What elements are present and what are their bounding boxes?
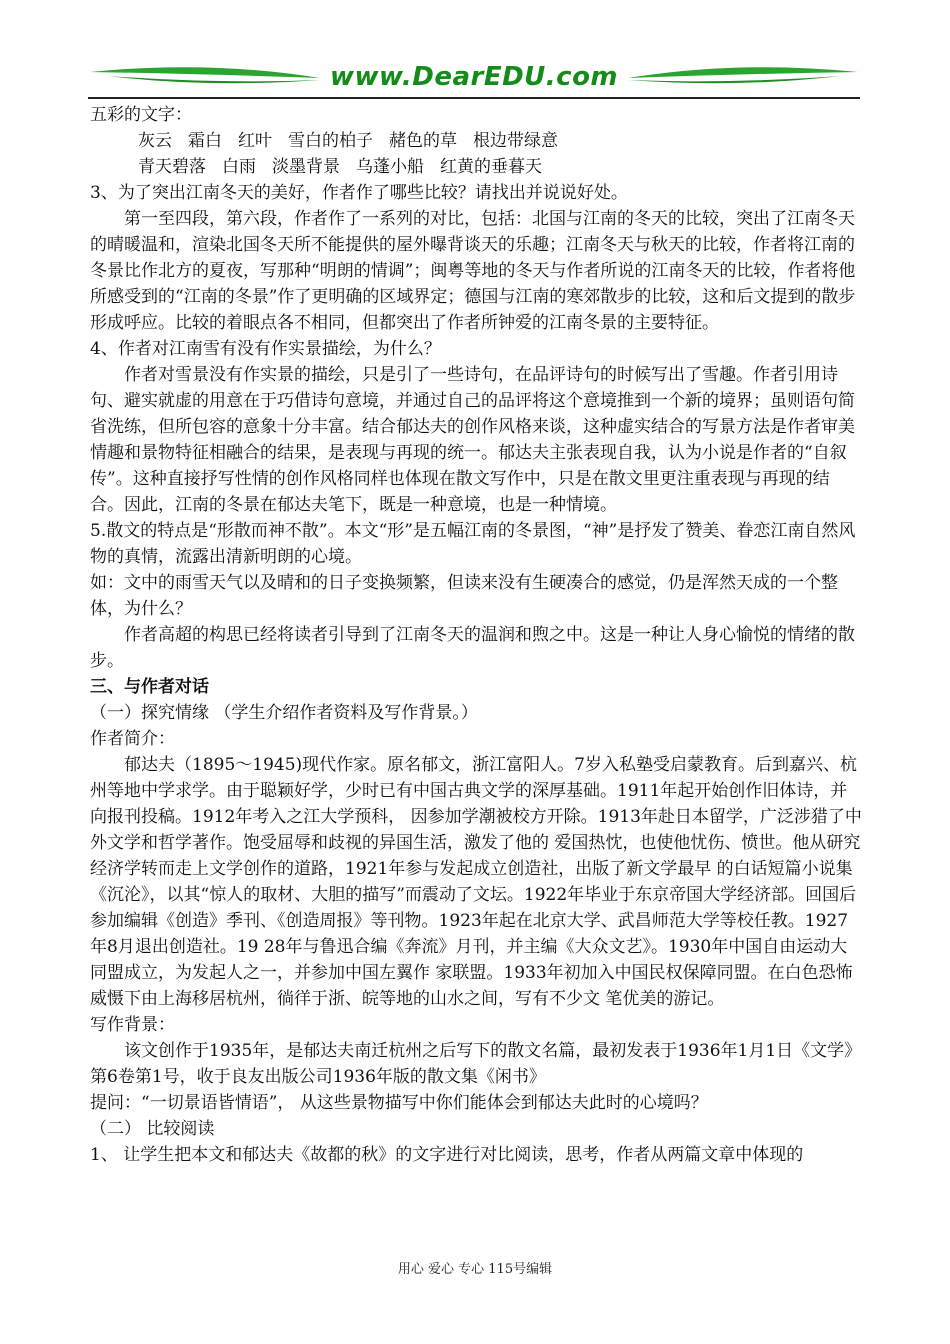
color-word: 灰云: [138, 131, 172, 151]
site-header-banner: [88, 58, 860, 98]
color-word: 青天碧落: [138, 157, 206, 177]
color-word: 乌蓬小船: [356, 157, 424, 177]
comparison-task-1: 1、 让学生把本文和郁达夫《故都的秋》的文字进行对比阅读，思考，作者从两篇文章中体现的: [90, 1145, 804, 1165]
question-4: 4、作者对江南雪有没有作实景描绘，为什么？: [90, 339, 441, 359]
answer-4: 作者对雪景没有作实景的描绘，只是引了一些诗句，在品评诗句的时候写出了雪趣。作者引用诗句、避实就虚的用意在于巧借诗句意境，并通过自己的品评将这个意境推到一个新的境界；虽则语句简省洗练，但所包容的意象十分丰富。结合郁达夫的创作风格来谈，这种虚实结合的写景方法是作者审美情趣和景物特征相融合的结果，是表现与再现的统一。郁达夫主张表现自我，认为小说是作者的“自叙传”。这种直接抒写性情的创作风格同样也体现在散文写作中，只是在散文里更注重表现与再现的结合。因此，江南的冬景在郁达夫笔下，既是一种意境，也是一种情境。: [90, 365, 855, 515]
color-word: 白雨: [222, 157, 256, 177]
colors-row-1: [90, 128, 862, 154]
author-bio: 郁达夫（1895～1945)现代作家。原名郁文，浙江富阳人。7岁入私塾受启蒙教育。后到嘉兴、杭州等地中学求学。由于聪颖好学，少时已有中国古典文学的深厚基础。1911年起开始创作旧体诗，并向报刊投稿。1912年考入之江大学预科， 因参加学潮被校方开除。1913年赴日本留学，广泛涉猎了中外文学和哲学著作。饱受屈辱和歧视的异国生活，激发了他的 爱国热忱，也使他忧伤、愤世。他从研究经济学转而走上文学创作的道路，1921年参与发起成立创造社，出版了新文学最早 的白话短篇小说集《沉沦》，以其“惊人的取材、大胆的描写”而震动了文坛。1922年毕业于东京帝国大学经济部。回国后 参加编辑《创造》季刊、《创造周报》等刊物。1923年起在北京大学、武昌师范大学等校任教。1927年8月退出创造社。19 28年与鲁迅合编《奔流》月刊，并主编《大众文艺》。1930年中国自由运动大同盟成立，为发起人之一，并参加中国左翼作 家联盟。1933年初加入中国民权保障同盟。在白色恐怖威慑下由上海移居杭州，徜徉于浙、皖等地的山水之间，写有不少文 笔优美的游记。: [90, 755, 862, 1009]
page-footer: 用心 爱心 专心 115号编辑: [397, 1262, 553, 1277]
color-word: 雪白的柏子: [288, 131, 373, 151]
answer-3: 第一至四段，第六段，作者作了一系列的对比，包括：北国与江南的冬天的比较，突出了江南冬天的晴暖温和，渲染北国冬天所不能提供的屋外曝背谈天的乐趣；江南冬天与秋天的比较，作者将江南的冬景比作北方的夏夜，写那种“明朗的情调”；闽粤等地的冬天与作者所说的江南冬天的比较，作者将他所感受到的“江南的冬景”作了更明确的区域界定；德国与江南的寒郊散步的比较，这和后文提到的散步形成呼应。比较的着眼点各不相同，但都突出了作者所钟爱的江南冬景的主要特征。: [90, 209, 856, 333]
writing-background: 该文创作于1935年，是郁达夫南迁杭州之后写下的散文名篇，最初发表于1936年1月1日《文学》第6卷第1号，收于良友出版公司1936年版的散文集《闲书》: [90, 1041, 862, 1087]
background-label: 写作背景：: [90, 1015, 175, 1035]
document-body: [90, 102, 862, 1168]
color-word: 淡墨背景: [272, 157, 340, 177]
question-5: 5.散文的特点是“形散而神不散”。本文“形”是五幅江南的冬景图，“神”是抒发了赞美、眷恋江南自然风物的真情，流露出清新明朗的心境。: [90, 521, 856, 567]
discussion-question: 提问：“一切景语皆情语”， 从这些景物描写中你们能体会到郁达夫此时的心境吗？: [90, 1093, 708, 1113]
section-3-heading: 三、与作者对话: [90, 677, 209, 697]
color-word: 赭色的草: [389, 131, 457, 151]
author-bio-label: 作者简介：: [90, 729, 175, 749]
color-word: 红叶: [238, 131, 272, 151]
question-3: 3、为了突出江南冬天的美好，作者作了哪些比较？请找出并说说好处。: [90, 183, 628, 203]
subsection-2-heading: （二） 比较阅读: [90, 1119, 215, 1139]
subsection-1-heading: （一）探究情缘 （学生介绍作者资料及写作背景。）: [90, 703, 478, 723]
site-logo-text[interactable]: www.DearEDU.com: [329, 62, 619, 92]
header-divider: [88, 97, 860, 99]
color-word: 红黄的垂暮天: [440, 157, 542, 177]
question-5-example: 如：文中的雨雪天气以及晴和的日子变换频繁，但读来没有生硬凑合的感觉，仍是浑然天成的一个整体，为什么？: [90, 573, 838, 619]
color-word: 根边带绿意: [473, 131, 558, 151]
colors-row-2: [90, 154, 862, 180]
answer-5: 作者高超的构思已经将读者引导到了江南冬天的温润和煦之中。这是一种让人身心愉悦的情绪的散步。: [90, 625, 855, 671]
color-word: 霜白: [188, 131, 222, 151]
colors-heading: 五彩的文字：: [90, 105, 192, 125]
